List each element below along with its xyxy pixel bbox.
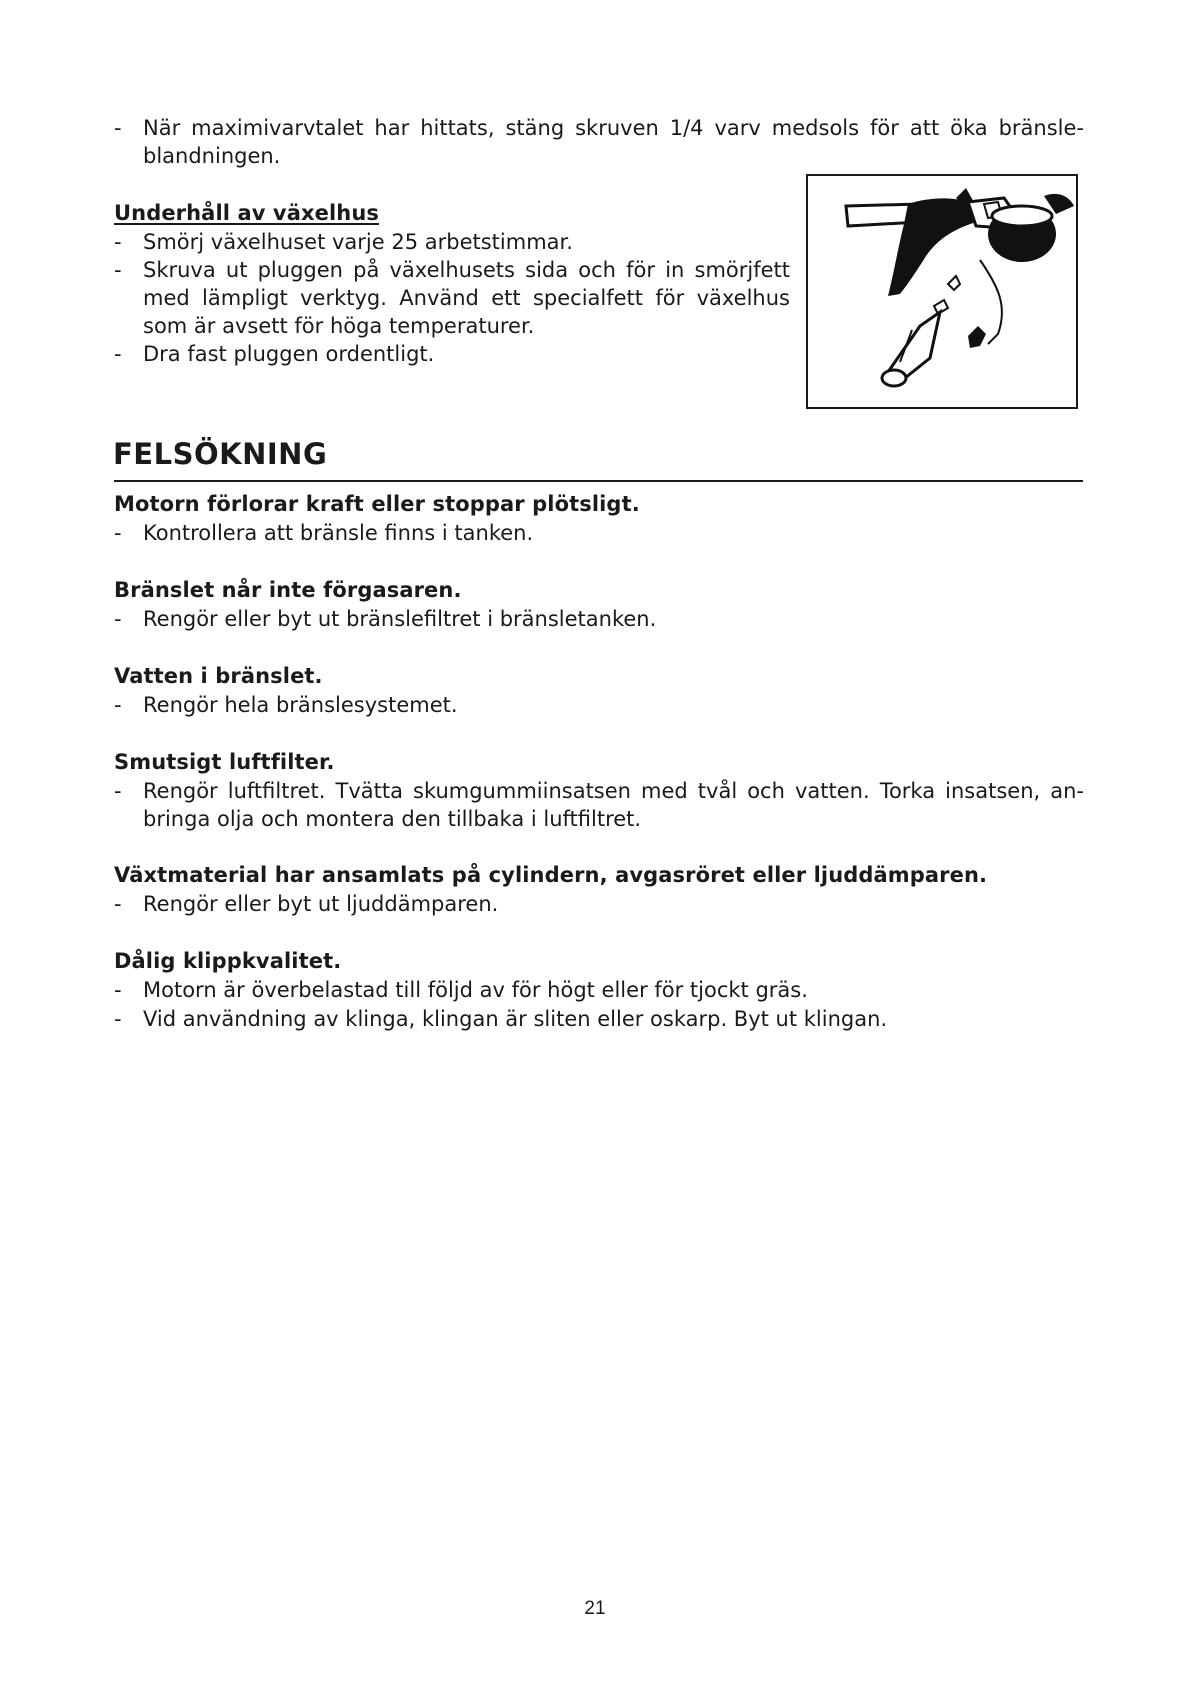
remedy-item bbox=[114, 691, 1084, 719]
bullet-dash: - bbox=[114, 978, 122, 1002]
bullet-dash: - bbox=[114, 779, 122, 803]
remedy-item bbox=[114, 1005, 1084, 1033]
intro-item bbox=[114, 114, 1084, 170]
problem-heading: Dålig klippkvalitet. bbox=[114, 949, 342, 973]
problem-heading: Smutsigt luftfilter. bbox=[114, 750, 335, 774]
remedy-text: Kontrollera att bränsle finns i tanken. bbox=[143, 521, 534, 545]
arrow-icon bbox=[948, 276, 960, 290]
plug-icon bbox=[968, 326, 986, 348]
remedy-item bbox=[114, 519, 1084, 547]
bullet-dash: - bbox=[114, 116, 122, 140]
problem-heading: Vatten i bränslet. bbox=[114, 664, 323, 688]
bullet-dash: - bbox=[114, 892, 122, 916]
troubleshooting-title: FELSÖKNING bbox=[113, 437, 328, 471]
bullet-dash: - bbox=[114, 693, 122, 717]
gearbox-item bbox=[114, 228, 790, 256]
gearbox-item-text: Smörj växelhuset varje 25 arbetstimmar. bbox=[143, 230, 573, 254]
page-number: 21 bbox=[584, 1598, 606, 1619]
problem-heading: Motorn förlorar kraft eller stoppar plötsligt. bbox=[114, 492, 640, 516]
bullet-dash: - bbox=[114, 258, 122, 282]
remedy-text: Vid användning av klinga, klingan är sliten eller oskarp. Byt ut klingan. bbox=[143, 1007, 888, 1031]
problem-heading: Bränslet når inte förgasaren. bbox=[114, 578, 462, 602]
remedy-item bbox=[114, 605, 1084, 633]
gearbox-item-text: Dra fast pluggen ordentligt. bbox=[143, 342, 435, 366]
gearbox-item bbox=[114, 256, 790, 340]
problem-heading: Växtmaterial har ansamlats på cylindern, avgasröret eller ljuddämparen. bbox=[114, 863, 988, 887]
gearbox-item-text: Skruva ut pluggen på växelhusets sida och för in smörjfett med lämpligt verktyg. Använd ett specialfett för växelhus som är avsett för höga temperaturer. bbox=[143, 258, 790, 338]
remedy-item bbox=[114, 976, 1084, 1004]
gearbox-illustration bbox=[806, 174, 1078, 409]
remedy-text: Motorn är överbelastad till följd av för högt eller för tjockt gräs. bbox=[143, 978, 808, 1002]
gearbox-grease-drawing bbox=[808, 176, 1076, 407]
remedy-text: Rengör eller byt ut bränslefiltret i bränsletanken. bbox=[143, 607, 657, 631]
remedy-item bbox=[114, 777, 1084, 833]
title-divider bbox=[114, 480, 1083, 482]
gearbox-heading: Underhåll av växelhus bbox=[114, 201, 379, 225]
intro-text: När maximivarvtalet har hittats, stäng skruven 1/4 varv medsols för att öka bränsle-blandningen. bbox=[143, 116, 1084, 168]
bullet-dash: - bbox=[114, 342, 122, 366]
bullet-dash: - bbox=[114, 1007, 122, 1031]
grease-gun bbox=[882, 300, 948, 386]
bullet-dash: - bbox=[114, 230, 122, 254]
bullet-dash: - bbox=[114, 607, 122, 631]
remedy-text: Rengör hela bränslesystemet. bbox=[143, 693, 458, 717]
remedy-text: Rengör eller byt ut ljuddämparen. bbox=[143, 892, 499, 916]
remedy-item bbox=[114, 890, 1084, 918]
bullet-dash: - bbox=[114, 521, 122, 545]
remedy-text: Rengör luftfiltret. Tvätta skumgummiinsatsen med tvål och vatten. Torka insatsen, an-bringa olja och montera den tillbaka i luftfiltret. bbox=[143, 779, 1084, 831]
gearbox-item bbox=[114, 340, 790, 368]
